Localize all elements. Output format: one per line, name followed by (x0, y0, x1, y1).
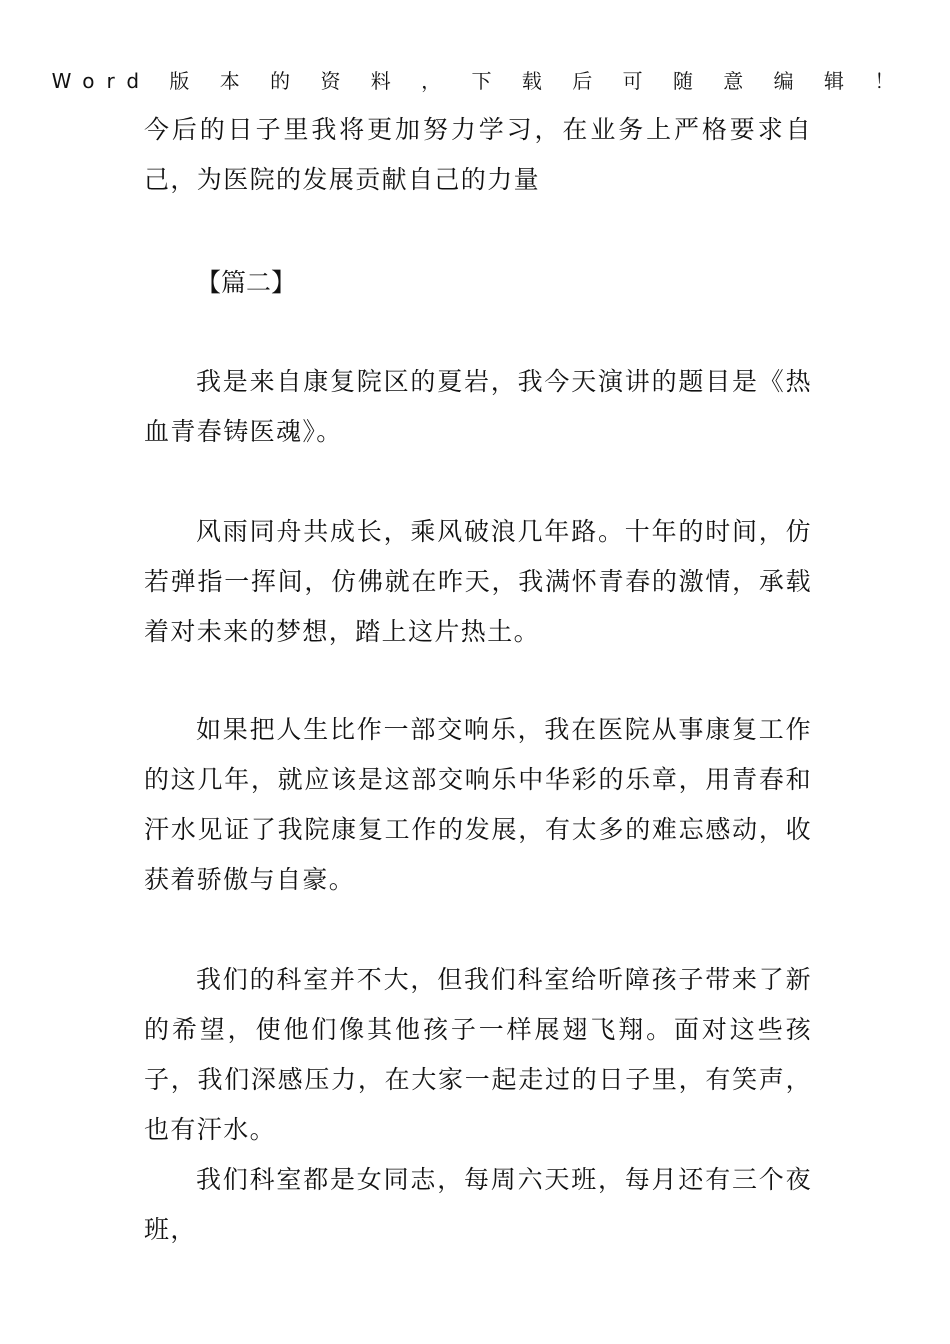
paragraph-block-1 (144, 357, 812, 457)
paragraph-block-2 (144, 507, 812, 657)
paragraph-5: 我们科室都是女同志，每周六天班，每月还有三个夜班， (144, 1165, 812, 1244)
continuation-block (144, 105, 812, 205)
paragraph-1: 我是来自康复院区的夏岩，我今天演讲的题目是《热血青春铸医魂》。 (144, 367, 812, 446)
paragraph-continuation: 今后的日子里我将更加努力学习，在业务上严格要求自己，为医院的发展贡献自己的力量 (144, 115, 812, 194)
section-title: 【篇二】 (196, 268, 297, 297)
paragraph-2: 风雨同舟共成长，乘风破浪几年路。十年的时间，仿若弹指一挥间，仿佛就在昨天，我满怀青春的激情，承载着对未来的梦想，踏上这片热土。 (144, 517, 812, 646)
paragraph-4: 我们的科室并不大，但我们科室给听障孩子带来了新的希望，使他们像其他孩子一样展翅飞翔。面对这些孩子，我们深感压力，在大家一起走过的日子里，有笑声，也有汗水。 (144, 965, 812, 1144)
paragraph-block-4 (144, 955, 812, 1155)
paragraph-block-3 (144, 705, 812, 905)
paragraph-3: 如果把人生比作一部交响乐，我在医院从事康复工作的这几年，就应该是这部交响乐中华彩的乐章，用青春和汗水见证了我院康复工作的发展，有太多的难忘感动，收获着骄傲与自豪。 (144, 715, 812, 894)
paragraph-block-5 (144, 1155, 812, 1255)
page-header-notice: Word 版 本 的 资 料 ， 下 载 后 可 随 意 编 辑 ！ (51, 69, 907, 93)
